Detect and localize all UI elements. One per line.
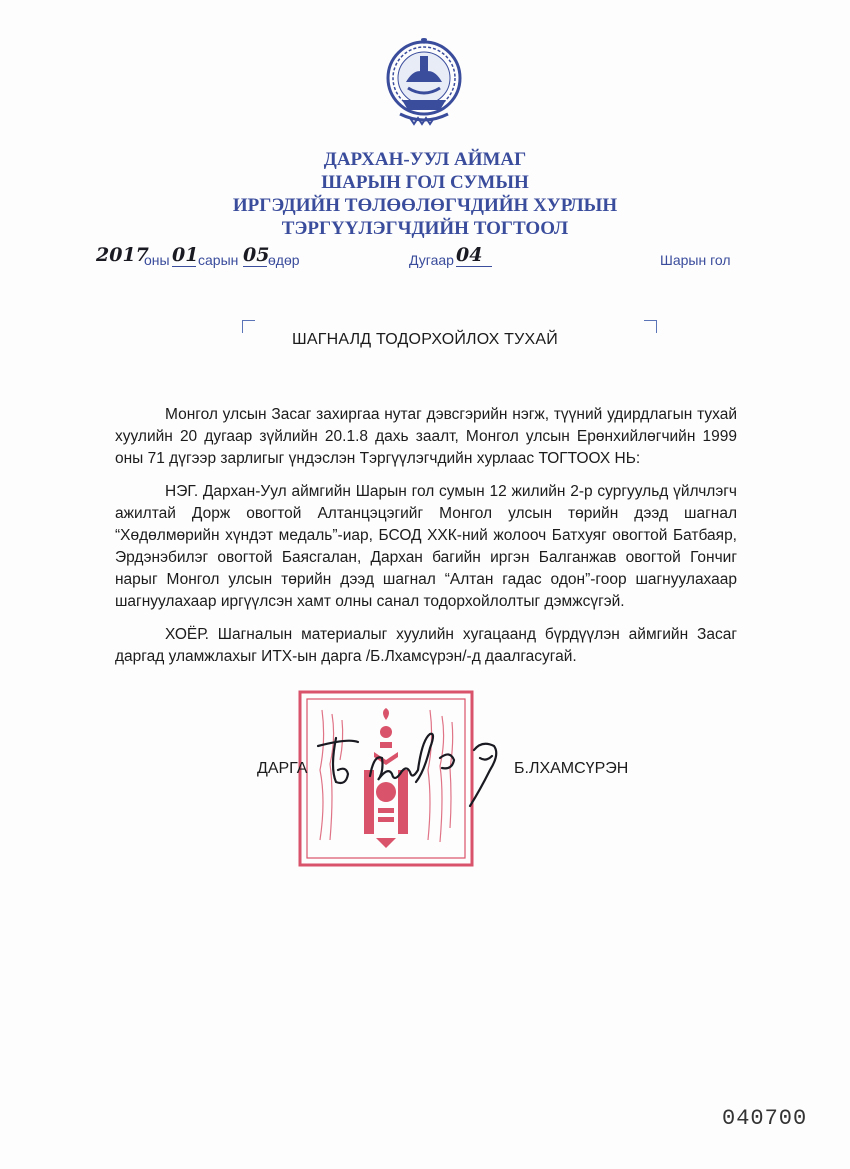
body-paragraph-two: ХОЁР. Шагналын материалыг хуулийн хугацаанд бүрдүүлэн аймгийн Засаг даргад уламжлахыг ИТХ-ын дарга /Б.Лхамсүрэн/-д даалгасугай. [115,626,737,665]
date-year-label: оны [144,252,170,268]
date-month-label: сарын [198,252,239,268]
number-label: Дугаар [409,252,454,268]
signatory-name: Б.ЛХАМСҮРЭН [514,760,629,777]
body-paragraph-preamble: Монгол улсын Засаг захиргаа нутаг дэвсгэрийн нэгж, түүний удирдлагын тухай хуулийн 20 дугаар зүйлийн 20.1.8 дахь заалт, Монгол улсын Ерөнхийлөгчийн 1999 оны 71 дүгээр зарлигыг үндэслэн Тэргүүлэгчдийн хурлаас ТОГТООХ НЬ: [115,406,737,467]
body-paragraph-one: НЭГ. Дархан-Уул аймгийн Шарын гол сумын 12 жилийн 2-р сургуульд үйлчлэгч ажилтай Дорж овогтой Алтанцэцэгийг Монгол улсын төрийн дээд шагнал “Хөдөлмөрийн хүндэт медаль”-иар, БСОД ХХК-ний жолооч Батхуяг овогтой Батбаяр, Эрдэнэбилэг овогтой Баясгалан, Дархан багийн иргэн Балганжав овогтой Гончиг нарыг Монгол улсын төрийн дээд шагнал “Алтан гадас одон”-гоор шагнуулахаар шагнуулахаар иргүүлсэн хамт олны санал тодорхойлолтыг дэмжсүгэй. [115,483,737,610]
header-line-sum: ШАРЫН ГОЛ СУМЫН [321,172,529,193]
serial-number: 040700 [722,1106,808,1131]
document-meta-row [0,244,850,278]
signatory-title: ДАРГА [257,760,308,777]
date-day: 05 [243,244,270,266]
date-day-label: өдөр [268,252,300,268]
date-month: 01 [172,244,199,266]
date-year: 2017 [96,244,149,266]
header-line-aimag: ДАРХАН-УУЛ АЙМАГ [323,149,527,170]
header-line-resolution: ТЭРГҮҮЛЭГЧДИЙН ТОГТООЛ [281,218,569,239]
document-title: ШАГНАЛД ТОДОРХОЙЛОХ ТУХАЙ [292,331,558,348]
document-number: 04 [456,244,492,267]
handwritten-signature-icon [308,728,518,816]
document-body [115,404,737,679]
header-line-council: ИРГЭДИЙН ТӨЛӨӨЛӨГЧДИЙН ХУРЛЫН [232,195,618,216]
state-emblem-icon [380,38,468,128]
place-name: Шарын гол [660,252,731,268]
document-header [0,148,850,240]
